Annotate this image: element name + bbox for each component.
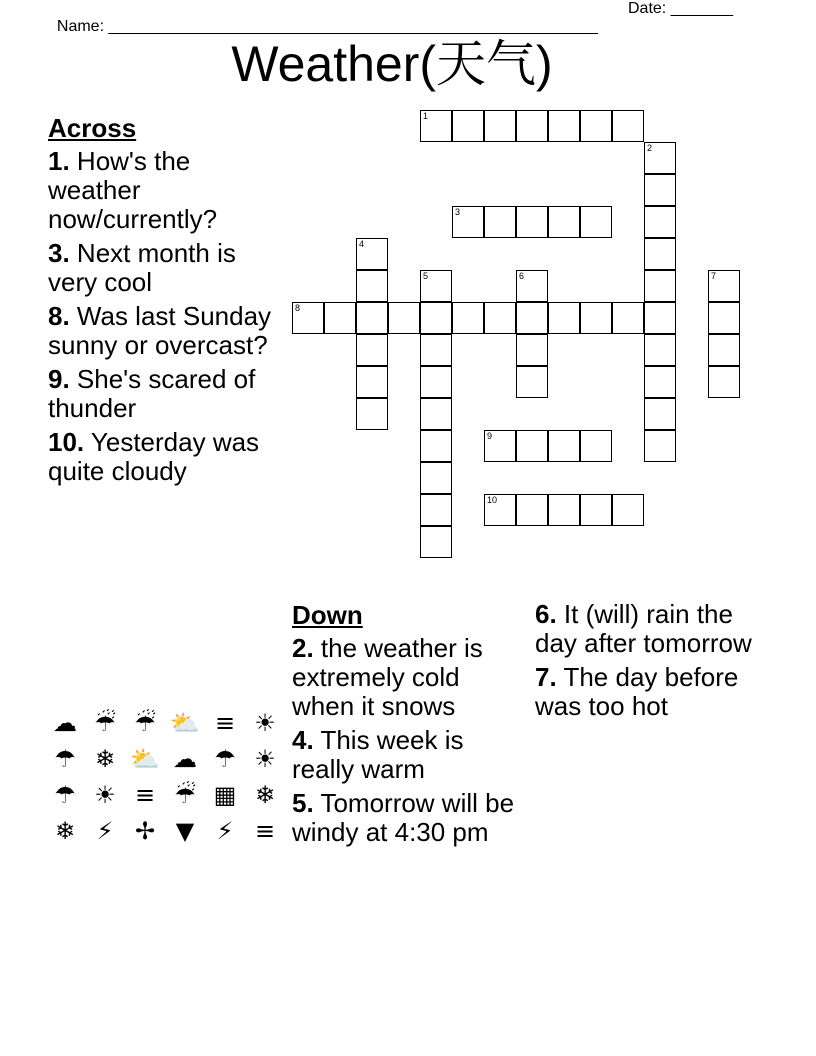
cold-cloud-icon: ☁: [173, 745, 197, 773]
grid-cell[interactable]: [612, 494, 644, 526]
clue-number: 5: [423, 271, 429, 281]
clue-number: 4: [359, 239, 365, 249]
grid-cell[interactable]: [516, 494, 548, 526]
grid-cell[interactable]: [356, 398, 388, 430]
grid-cell[interactable]: [388, 302, 420, 334]
clue-number: 10: [487, 495, 498, 505]
grid-cell[interactable]: [644, 366, 676, 398]
grid-cell[interactable]: [484, 430, 516, 462]
storm-sun-icon: ⚡: [216, 817, 234, 845]
across-clue-1: 1. How's the weather now/currently?: [48, 146, 218, 234]
grid-cell[interactable]: [484, 302, 516, 334]
down-clue-6: 6. It (will) rain the day after tomorrow: [535, 599, 752, 658]
grid-cell[interactable]: [708, 270, 740, 302]
grid-cell[interactable]: [548, 302, 580, 334]
page-title: Weather(天气): [231, 36, 553, 92]
clue-number: 7: [711, 271, 717, 281]
across-clue-10: 10. Yesterday was quite cloudy: [48, 427, 260, 486]
rain-icon: ☂: [54, 745, 76, 773]
across-clue-9: 9. She's scared of thunder: [48, 364, 256, 423]
rain-cloud-icon: ☔: [94, 709, 116, 737]
grid-cell[interactable]: [548, 206, 580, 238]
name-field-label: Name: _______________________________________________________: [56, 18, 598, 35]
grid-cell[interactable]: [324, 302, 356, 334]
clue-number: 9: [487, 431, 493, 441]
grid-cell[interactable]: [356, 238, 388, 270]
grid-cell[interactable]: [452, 110, 484, 142]
grid-cell[interactable]: [580, 302, 612, 334]
wind-turbine-icon: ✢: [134, 817, 156, 845]
grid-cell[interactable]: [580, 110, 612, 142]
grid-cell[interactable]: [612, 302, 644, 334]
across-clues: [48, 113, 288, 491]
grid-cell[interactable]: [356, 302, 388, 334]
grid-cell[interactable]: [484, 206, 516, 238]
grid-cell[interactable]: [516, 302, 548, 334]
grid-cell[interactable]: [644, 398, 676, 430]
fog-fire-icon: ≡: [134, 781, 156, 809]
rain-cloud-icon: ☔: [134, 709, 156, 737]
clue-number: 1: [423, 111, 429, 121]
across-clue-8: 8. Was last Sunday sunny or overcast?: [48, 301, 272, 360]
clue-number: 8: [295, 303, 301, 313]
grid-cell[interactable]: [548, 110, 580, 142]
grid-cell[interactable]: [516, 110, 548, 142]
down-clue-4: 4. This week is really warm: [292, 725, 464, 784]
grid-cell[interactable]: [708, 366, 740, 398]
grid-cell[interactable]: [644, 206, 676, 238]
down-heading: Down: [292, 600, 363, 630]
sun-rain-icon: ☀: [254, 745, 276, 773]
grid-cell[interactable]: [580, 206, 612, 238]
heavy-rain-icon: ☔: [174, 781, 196, 809]
partly-cloudy-icon: ⛅: [170, 709, 200, 737]
grid-cell[interactable]: [580, 430, 612, 462]
grid-cell[interactable]: [708, 302, 740, 334]
snowflake-icon: ❄: [54, 817, 76, 845]
drizzle-icon: ☂: [54, 781, 76, 809]
grid-cell[interactable]: [644, 270, 676, 302]
haze-icon: ≡: [254, 817, 276, 845]
snow-icon: ❄: [94, 745, 116, 773]
grid-cell[interactable]: [516, 366, 548, 398]
clue-number: 6: [519, 271, 525, 281]
down-clues-continued: [535, 600, 755, 726]
grid-cell[interactable]: [516, 334, 548, 366]
grid-cell[interactable]: [484, 494, 516, 526]
city-fog-icon: ▦: [213, 781, 237, 809]
grid-cell[interactable]: [516, 430, 548, 462]
grid-cell[interactable]: [420, 110, 452, 142]
tornado-icon: ▼: [175, 817, 195, 845]
grid-cell[interactable]: [708, 334, 740, 366]
grid-cell[interactable]: [644, 238, 676, 270]
grid-cell[interactable]: [644, 334, 676, 366]
sun-cloud-icon: ⛅: [130, 745, 160, 773]
down-clue-5: 5. Tomorrow will be windy at 4:30 pm: [292, 788, 515, 847]
grid-cell[interactable]: [420, 302, 452, 334]
clue-number: 2: [647, 143, 653, 153]
grid-cell[interactable]: [516, 270, 548, 302]
grid-cell[interactable]: [420, 494, 452, 526]
grid-cell[interactable]: [356, 334, 388, 366]
grid-cell[interactable]: [548, 494, 580, 526]
across-clue-3: 3. Next month is very cool: [48, 238, 236, 297]
date-field-label: Date: _______: [628, 0, 733, 17]
grid-cell[interactable]: [356, 270, 388, 302]
down-clue-7: 7. The day before was too hot: [535, 662, 739, 721]
grid-cell[interactable]: [484, 110, 516, 142]
grid-cell[interactable]: [644, 302, 676, 334]
grid-cell[interactable]: [580, 494, 612, 526]
grid-cell[interactable]: [420, 462, 452, 494]
grid-cell[interactable]: [420, 430, 452, 462]
grid-cell[interactable]: [420, 334, 452, 366]
grid-cell[interactable]: [452, 302, 484, 334]
grid-cell[interactable]: [452, 206, 484, 238]
fog-icon: ≡: [214, 709, 236, 737]
grid-cell[interactable]: [420, 366, 452, 398]
grid-cell[interactable]: [612, 110, 644, 142]
down-clues: [292, 600, 522, 852]
sun-icon: ☀: [254, 709, 276, 737]
snow-sun-icon: ❄: [254, 781, 276, 809]
grid-cell[interactable]: [420, 270, 452, 302]
across-heading: Across: [48, 113, 137, 143]
cloud-icon: ☁: [53, 709, 77, 737]
down-clue-2: 2. the weather is extremely cold when it snows: [292, 633, 483, 721]
grid-cell[interactable]: [356, 366, 388, 398]
grid-cell[interactable]: [516, 206, 548, 238]
rain-sun-icon: ☂: [214, 745, 236, 773]
grid-cell[interactable]: [644, 430, 676, 462]
grid-cell[interactable]: [292, 302, 324, 334]
sun-icon: ☀: [94, 781, 116, 809]
grid-cell[interactable]: [420, 526, 452, 558]
thunderstorm-icon: ⚡: [96, 817, 114, 845]
grid-cell[interactable]: [420, 398, 452, 430]
grid-cell[interactable]: [644, 174, 676, 206]
grid-cell[interactable]: [644, 142, 676, 174]
grid-cell[interactable]: [548, 430, 580, 462]
clue-number: 3: [455, 207, 461, 217]
